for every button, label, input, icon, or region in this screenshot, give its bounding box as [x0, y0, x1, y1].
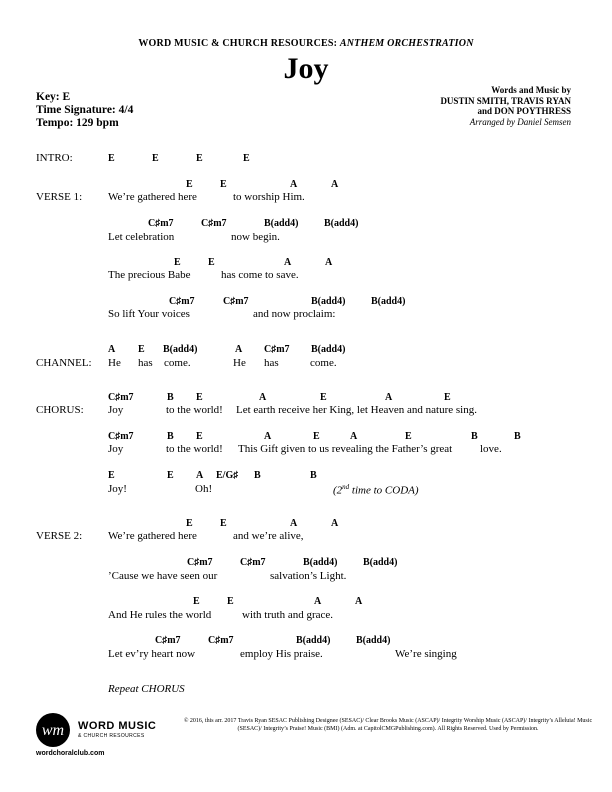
lyric: The precious Babe — [108, 269, 191, 281]
chord: E — [196, 392, 203, 403]
song-title: Joy — [283, 52, 329, 85]
lyric: Oh! — [195, 483, 213, 495]
lyric: He — [108, 357, 121, 369]
chord: A — [331, 518, 339, 529]
chord: B(add4) — [356, 635, 391, 646]
lyric: employ His praise. — [240, 648, 323, 660]
chord: E — [108, 470, 115, 481]
lyric: love. — [480, 443, 502, 455]
chord: B(add4) — [363, 557, 398, 568]
chord: E — [243, 153, 250, 164]
website-link[interactable]: wordchoralclub.com — [36, 750, 105, 757]
chord: E — [227, 596, 234, 607]
credits-writers: DUSTIN SMITH, TRAVIS RYAN — [440, 95, 571, 106]
chord: C♯m7 — [208, 635, 234, 646]
lyric: We’re singing — [395, 648, 457, 660]
chord: B(add4) — [311, 344, 346, 355]
chord: E — [220, 518, 227, 529]
chord: C♯m7 — [223, 296, 249, 307]
lyric: has — [264, 357, 279, 369]
brand-name: WORD MUSIC — [78, 720, 157, 732]
time-signature-label: Time Signature: 4/4 — [36, 104, 134, 116]
lyric: We’re gathered here — [108, 191, 197, 203]
chord: C♯m7 — [155, 635, 181, 646]
chord: B(add4) — [371, 296, 406, 307]
chord: C♯m7 — [240, 557, 266, 568]
lyric: So lift Your voices — [108, 308, 190, 320]
chord: B(add4) — [311, 296, 346, 307]
chord: E — [138, 344, 145, 355]
lyric: has — [138, 357, 153, 369]
lyric: ’Cause we have seen our — [108, 570, 218, 582]
section-label-channel: CHANNEL: — [36, 357, 92, 369]
chord: A — [108, 344, 116, 355]
chord: B(add4) — [303, 557, 338, 568]
lyric: He — [233, 357, 246, 369]
coda-superscript: nd — [342, 483, 350, 491]
lyric: with truth and grace. — [242, 609, 334, 621]
chord: E — [220, 179, 227, 190]
coda-open: (2 — [333, 484, 343, 497]
chord: C♯m7 — [108, 431, 134, 442]
word-music-logo-icon — [36, 713, 70, 747]
chord: B — [514, 431, 521, 442]
chord: E — [320, 392, 327, 403]
chord: A — [314, 596, 322, 607]
chord: A — [259, 392, 267, 403]
section-label-chorus: CHORUS: — [36, 404, 84, 416]
chord: A — [355, 596, 363, 607]
chord: A — [284, 257, 292, 268]
lyric: to worship Him. — [233, 191, 305, 203]
chord: B — [167, 431, 174, 442]
logo-mark-icon — [36, 713, 70, 747]
repeat-chorus-instruction: Repeat CHORUS — [108, 683, 185, 695]
credits-writers: and DON POYTHRESS — [477, 106, 571, 116]
chord: B — [471, 431, 478, 442]
chord: A — [235, 344, 243, 355]
chord: C♯m7 — [108, 392, 134, 403]
chord: E/G♯ — [216, 470, 239, 481]
chord: E — [196, 431, 203, 442]
chord: B(add4) — [163, 344, 198, 355]
chord: E — [186, 518, 193, 529]
chord: C♯m7 — [264, 344, 290, 355]
chord: B(add4) — [264, 218, 299, 229]
lyric: to the world! — [166, 443, 223, 455]
chord: A — [331, 179, 339, 190]
chord: E — [196, 153, 203, 164]
lyric: Let earth receive her King, let Heaven and nature sing. — [236, 404, 477, 416]
chord: C♯m7 — [201, 218, 227, 229]
publisher-series: ANTHEM ORCHESTRATION — [339, 38, 474, 49]
coda-text: time to CODA) — [349, 484, 419, 497]
chord: A — [325, 257, 333, 268]
chord: A — [264, 431, 272, 442]
lyric: We’re gathered here — [108, 530, 197, 542]
lyric: and now proclaim: — [253, 308, 336, 320]
lyric: Let ev’ry heart now — [108, 648, 196, 660]
chord: E — [186, 179, 193, 190]
section-label-intro: INTRO: — [36, 152, 73, 164]
chord: B — [254, 470, 261, 481]
chord: E — [174, 257, 181, 268]
chord: A — [385, 392, 393, 403]
chord: E — [208, 257, 215, 268]
credits-block — [440, 85, 571, 127]
credits-line: Words and Music by — [491, 85, 571, 95]
lyric: to the world! — [166, 404, 223, 416]
logo-mark-text: wm — [41, 722, 65, 739]
chord: E — [405, 431, 412, 442]
lyric: This Gift given to us revealing the Father’s great — [238, 443, 453, 455]
tempo-label: Tempo: 129 bpm — [36, 117, 119, 129]
chord: E — [108, 153, 115, 164]
chord: E — [444, 392, 451, 403]
chord: C♯m7 — [148, 218, 174, 229]
chord: A — [290, 179, 298, 190]
chord: B — [310, 470, 317, 481]
lyric: Joy — [108, 404, 124, 416]
chord: B — [167, 392, 174, 403]
lyric: and we’re alive, — [233, 530, 304, 542]
coda-instruction — [333, 483, 419, 497]
chord: E — [313, 431, 320, 442]
chord: C♯m7 — [169, 296, 195, 307]
chord: E — [152, 153, 159, 164]
chord: B(add4) — [324, 218, 359, 229]
publisher-prefix: WORD MUSIC & CHURCH RESOURCES: — [138, 38, 340, 49]
brand-subtitle: & CHURCH RESOURCES — [78, 733, 145, 739]
chord: C♯m7 — [187, 557, 213, 568]
lyric: And He rules the world — [108, 609, 212, 621]
publisher-line — [0, 38, 612, 49]
chord: B(add4) — [296, 635, 331, 646]
lyric: now begin. — [231, 231, 280, 243]
lyric: come. — [310, 357, 337, 369]
chord: A — [290, 518, 298, 529]
chord: E — [193, 596, 200, 607]
chord: A — [350, 431, 358, 442]
key-label: Key: E — [36, 91, 71, 103]
lyric: salvation’s Light. — [270, 570, 347, 582]
lyric: Joy! — [108, 483, 127, 495]
chord: A — [196, 470, 204, 481]
chord: E — [167, 470, 174, 481]
section-label-verse2: VERSE 2: — [36, 530, 83, 542]
lyric: Joy — [108, 443, 124, 455]
section-label-verse1: VERSE 1: — [36, 191, 83, 203]
lyric: come. — [164, 357, 191, 369]
lyric: has come to save. — [221, 269, 299, 281]
lyric: Let celebration — [108, 231, 175, 243]
credits-arranger: Arranged by Daniel Semsen — [469, 116, 571, 127]
copyright-notice: © 2016, this arr. 2017 Travis Ryan SESAC Publishing Designee (SESAC)/ Clear Brooks Music (ASCAP)/ Integrity Worship Music (ASCAP)/ Integrity’s Alleluia! Music (SESAC)/ Integrity’s Praise! Music (BMI) (Adm. at CapitolCMGPublishing.com). All Rights Reserved. Used by Permission. — [183, 718, 593, 732]
